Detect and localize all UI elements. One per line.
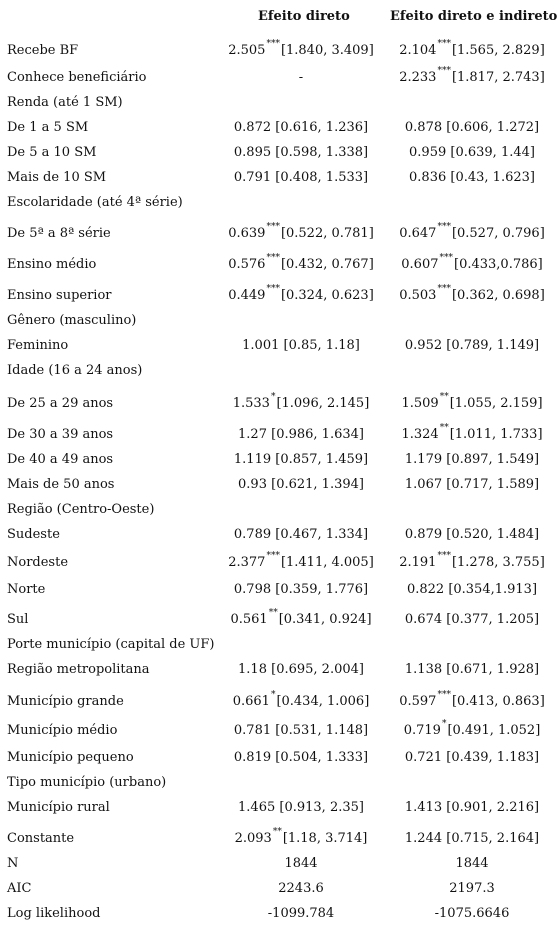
confidence-interval: [0.413, 0.863]: [451, 694, 545, 709]
table-row: [0, 139, 560, 164]
row-label: Sudeste: [7, 527, 60, 542]
direct-effect-cell: [213, 582, 389, 597]
row-label: Município rural: [7, 800, 110, 815]
estimate-value: 0.952: [404, 338, 443, 353]
estimate-value: 0.503: [399, 288, 437, 303]
direct-effect-cell: [213, 452, 389, 467]
row-label: De 5 a 10 SM: [7, 145, 97, 160]
row-label: Conhece beneficiário: [7, 70, 147, 85]
confidence-interval: [0.491, 1.052]: [447, 723, 541, 738]
table-body: [0, 32, 560, 925]
row-label: De 30 a 39 anos: [7, 427, 114, 442]
confidence-interval: [1.840, 3.409]: [280, 43, 374, 58]
table-row: [0, 245, 560, 276]
direct-indirect-effect-cell: [386, 800, 558, 815]
estimate-value: 1.465: [238, 800, 276, 815]
confidence-interval: [1.011, 1.733]: [449, 427, 543, 442]
confidence-interval: [0.621, 1.394]: [271, 477, 364, 492]
direct-effect-cell: [213, 800, 389, 815]
direct-effect-cell: [213, 551, 389, 570]
estimate-value: 0.791: [233, 170, 272, 185]
confidence-interval: [0.531, 1.148]: [275, 723, 369, 738]
significance-stars: *: [270, 392, 276, 402]
direct-indirect-effect-cell: [386, 582, 558, 597]
table-row: [0, 656, 560, 681]
direct-effect-cell: [213, 222, 389, 241]
estimate-value: -1099.784: [267, 906, 335, 921]
table-row: [0, 850, 560, 875]
row-label: N: [7, 856, 19, 871]
column-header-direct-effect: Efeito direto: [258, 9, 350, 24]
row-label: De 5ª a 8ª série: [7, 226, 111, 241]
row-label: Ensino médio: [7, 257, 97, 272]
confidence-interval: [0.439, 1.183]: [446, 750, 540, 765]
significance-stars: ***: [266, 253, 280, 263]
estimate-value: 2.377: [228, 555, 266, 570]
significance-stars: ***: [266, 222, 280, 232]
direct-indirect-effect-cell: [386, 392, 558, 411]
direct-indirect-effect-cell: [386, 120, 558, 135]
direct-effect-cell: [213, 120, 389, 135]
confidence-interval: [1.817, 2.743]: [451, 70, 545, 85]
confidence-interval: [0.639, 1.44]: [450, 145, 535, 160]
direct-effect-cell: [213, 427, 389, 442]
confidence-interval: [0.433,0.786]: [454, 257, 543, 272]
direct-effect-cell: [213, 906, 389, 921]
direct-effect-cell: [213, 39, 389, 58]
significance-stars: ***: [266, 551, 280, 561]
direct-effect-cell: [213, 284, 389, 303]
significance-stars: ***: [266, 284, 280, 294]
direct-effect-cell: [213, 690, 389, 709]
estimate-value: 1.413: [404, 800, 443, 815]
significance-stars: *: [441, 719, 447, 729]
estimate-value: 0.878: [404, 120, 443, 135]
column-header-direct-indirect-effect: Efeito direto e indireto: [390, 9, 558, 24]
significance-stars: **: [439, 392, 449, 402]
estimate-value: 1.138: [404, 662, 443, 677]
estimate-value: 1.244: [404, 831, 443, 846]
confidence-interval: [0.901, 2.216]: [446, 800, 540, 815]
row-label: De 40 a 49 anos: [7, 452, 114, 467]
significance-stars: *: [270, 690, 276, 700]
row-label: Renda (até 1 SM): [7, 95, 123, 110]
estimate-value: 2.505: [228, 43, 266, 58]
table-row: [0, 32, 560, 62]
estimate-value: 0.607: [401, 257, 439, 272]
direct-indirect-effect-cell: [386, 284, 558, 303]
estimate-value: 0.836: [409, 170, 447, 185]
estimate-value: 0.639: [228, 226, 266, 241]
estimate-value: 2243.6: [278, 881, 324, 896]
estimate-value: 2197.3: [449, 881, 495, 896]
estimate-value: 1.27: [238, 427, 267, 442]
table-row: [0, 496, 560, 521]
estimate-value: 0.895: [233, 145, 272, 160]
direct-effect-cell: [213, 662, 389, 677]
estimate-value: 0.576: [228, 257, 266, 272]
row-label: Feminino: [7, 338, 69, 353]
row-label: Gênero (masculino): [7, 313, 137, 328]
direct-effect-cell: [213, 70, 389, 85]
row-label: Município grande: [7, 694, 124, 709]
row-label: Nordeste: [7, 555, 69, 570]
direct-effect-cell: [213, 170, 389, 185]
row-label: Sul: [7, 612, 29, 627]
confidence-interval: [0.616, 1.236]: [275, 120, 369, 135]
row-label: Idade (16 a 24 anos): [7, 363, 143, 378]
confidence-interval: [0.377, 1.205]: [446, 612, 540, 627]
table-row: [0, 357, 560, 382]
confidence-interval: [0.341, 0.924]: [278, 612, 372, 627]
significance-stars: ***: [266, 39, 280, 49]
confidence-interval: [0.717, 1.589]: [446, 477, 540, 492]
row-label: Região metropolitana: [7, 662, 150, 677]
direct-indirect-effect-cell: [386, 423, 558, 442]
table-row: [0, 546, 560, 574]
significance-stars: ***: [437, 66, 451, 76]
row-label: Norte: [7, 582, 46, 597]
direct-effect-cell: [213, 881, 389, 896]
row-label: Recebe BF: [7, 43, 79, 58]
row-label: AIC: [7, 881, 32, 896]
direct-indirect-effect-cell: [386, 612, 558, 627]
estimate-value: 1.001: [242, 338, 280, 353]
direct-indirect-effect-cell: [386, 662, 558, 677]
table-row: [0, 794, 560, 819]
table-row: [0, 681, 560, 713]
table-row: [0, 307, 560, 332]
estimate-value: 0.781: [233, 723, 272, 738]
row-label: Município pequeno: [7, 750, 134, 765]
direct-indirect-effect-cell: [386, 222, 558, 241]
significance-stars: ***: [437, 551, 451, 561]
confidence-interval: [0.43, 1.623]: [450, 170, 535, 185]
table-row: [0, 332, 560, 357]
direct-indirect-effect-cell: [386, 145, 558, 160]
confidence-interval: [1.055, 2.159]: [449, 396, 543, 411]
table-row: [0, 900, 560, 925]
confidence-interval: [0.467, 1.334]: [275, 527, 369, 542]
confidence-interval: [0.520, 1.484]: [446, 527, 540, 542]
direct-effect-cell: [213, 527, 389, 542]
table-row: [0, 189, 560, 214]
confidence-interval: [0.857, 1.459]: [275, 452, 369, 467]
estimate-value: 0.819: [233, 750, 272, 765]
table-row: [0, 62, 560, 89]
estimate-value: 1844: [455, 856, 489, 871]
confidence-interval: [0.527, 0.796]: [451, 226, 545, 241]
estimate-value: -: [298, 70, 304, 85]
row-label: Log likelihood: [7, 906, 101, 921]
row-label: Mais de 50 anos: [7, 477, 115, 492]
confidence-interval: [1.411, 4.005]: [280, 555, 374, 570]
estimate-value: 0.561: [230, 612, 268, 627]
significance-stars: ***: [437, 222, 451, 232]
confidence-interval: [0.671, 1.928]: [446, 662, 540, 677]
estimate-value: 1.509: [401, 396, 439, 411]
confidence-interval: [0.715, 2.164]: [446, 831, 540, 846]
estimate-value: 2.093: [234, 831, 272, 846]
estimate-value: 1.324: [401, 427, 439, 442]
direct-indirect-effect-cell: [386, 253, 558, 272]
table-row: [0, 631, 560, 656]
estimate-value: 1.179: [404, 452, 443, 467]
direct-indirect-effect-cell: [386, 39, 558, 58]
estimate-value: 0.872: [233, 120, 272, 135]
confidence-interval: [0.986, 1.634]: [271, 427, 364, 442]
direct-effect-cell: [213, 477, 389, 492]
confidence-interval: [0.522, 0.781]: [280, 226, 374, 241]
direct-indirect-effect-cell: [386, 452, 558, 467]
estimate-value: 0.661: [232, 694, 270, 709]
estimate-value: 0.449: [228, 288, 266, 303]
estimate-value: 0.647: [399, 226, 437, 241]
table-row: [0, 601, 560, 631]
direct-indirect-effect-cell: [386, 856, 558, 871]
estimate-value: 0.597: [399, 694, 437, 709]
estimate-value: 0.822: [406, 582, 445, 597]
table-row: [0, 521, 560, 546]
row-label: Escolaridade (até 4ª série): [7, 195, 183, 210]
direct-effect-cell: [213, 723, 389, 738]
direct-indirect-effect-cell: [386, 527, 558, 542]
significance-stars: ***: [437, 284, 451, 294]
estimate-value: 0.674: [404, 612, 443, 627]
confidence-interval: [0.504, 1.333]: [275, 750, 369, 765]
estimate-value: 1.18: [238, 662, 267, 677]
confidence-interval: [0.432, 0.767]: [280, 257, 374, 272]
confidence-interval: [0.434, 1.006]: [276, 694, 370, 709]
direct-indirect-effect-cell: [386, 170, 558, 185]
table-row: [0, 819, 560, 850]
direct-indirect-effect-cell: [386, 477, 558, 492]
confidence-interval: [0.606, 1.272]: [446, 120, 540, 135]
confidence-interval: [0.598, 1.338]: [275, 145, 369, 160]
significance-stars: **: [272, 827, 282, 837]
direct-effect-cell: [213, 750, 389, 765]
estimate-value: -1075.6646: [434, 906, 510, 921]
table-row: [0, 276, 560, 307]
table-row: [0, 742, 560, 769]
estimate-value: 1.067: [404, 477, 443, 492]
confidence-interval: [0.324, 0.623]: [280, 288, 374, 303]
direct-effect-cell: [213, 856, 389, 871]
estimate-value: 0.721: [404, 750, 443, 765]
significance-stars: ***: [437, 690, 451, 700]
direct-indirect-effect-cell: [386, 831, 558, 846]
confidence-interval: [0.85, 1.18]: [283, 338, 360, 353]
row-label: De 1 a 5 SM: [7, 120, 89, 135]
direct-effect-cell: [213, 338, 389, 353]
direct-indirect-effect-cell: [386, 66, 558, 85]
estimate-value: 0.959: [409, 145, 447, 160]
table-row: [0, 471, 560, 496]
row-label: Porte município (capital de UF): [7, 637, 215, 652]
confidence-interval: [0.362, 0.698]: [451, 288, 545, 303]
significance-stars: ***: [437, 39, 451, 49]
confidence-interval: [0.408, 1.533]: [275, 170, 369, 185]
row-label: Constante: [7, 831, 75, 846]
table-row: [0, 769, 560, 794]
table-row: [0, 875, 560, 900]
row-label: Mais de 10 SM: [7, 170, 107, 185]
confidence-interval: [0.789, 1.149]: [446, 338, 540, 353]
direct-indirect-effect-cell: [386, 750, 558, 765]
table-row: [0, 114, 560, 139]
direct-effect-cell: [213, 608, 389, 627]
table-row: [0, 713, 560, 742]
table-row: [0, 164, 560, 189]
estimate-value: 1.119: [233, 452, 272, 467]
confidence-interval: [1.096, 2.145]: [276, 396, 370, 411]
confidence-interval: [0.354,1.913]: [448, 582, 538, 597]
significance-stars: **: [268, 608, 278, 618]
estimate-value: 1.533: [232, 396, 270, 411]
confidence-interval: [1.565, 2.829]: [451, 43, 545, 58]
confidence-interval: [0.695, 2.004]: [271, 662, 364, 677]
table-row: [0, 446, 560, 471]
confidence-interval: [1.278, 3.755]: [451, 555, 545, 570]
confidence-interval: [0.359, 1.776]: [275, 582, 369, 597]
direct-indirect-effect-cell: [386, 551, 558, 570]
row-label: Região (Centro-Oeste): [7, 502, 155, 517]
table-row: [0, 415, 560, 446]
direct-effect-cell: [213, 145, 389, 160]
estimate-value: 2.233: [399, 70, 437, 85]
estimate-value: 2.191: [399, 555, 437, 570]
estimate-value: 0.789: [233, 527, 272, 542]
table-row: [0, 89, 560, 114]
direct-indirect-effect-cell: [386, 719, 558, 738]
confidence-interval: [1.18, 3.714]: [282, 831, 368, 846]
table-row: [0, 574, 560, 601]
estimate-value: 1844: [284, 856, 318, 871]
direct-indirect-effect-cell: [386, 881, 558, 896]
table-header: [0, 6, 560, 32]
significance-stars: **: [439, 423, 449, 433]
estimate-value: 0.798: [233, 582, 272, 597]
row-label: Ensino superior: [7, 288, 112, 303]
direct-indirect-effect-cell: [386, 906, 558, 921]
significance-stars: ***: [439, 253, 453, 263]
direct-indirect-effect-cell: [386, 690, 558, 709]
table-row: [0, 214, 560, 245]
confidence-interval: [0.897, 1.549]: [446, 452, 540, 467]
confidence-interval: [0.913, 2.35]: [279, 800, 364, 815]
table-row: [0, 382, 560, 415]
direct-indirect-effect-cell: [386, 338, 558, 353]
estimate-value: 0.93: [238, 477, 267, 492]
direct-effect-cell: [213, 253, 389, 272]
estimate-value: 2.104: [399, 43, 437, 58]
row-label: Município médio: [7, 723, 118, 738]
estimate-value: 0.879: [404, 527, 443, 542]
row-label: Tipo município (urbano): [7, 775, 167, 790]
direct-effect-cell: [213, 392, 389, 411]
estimate-value: 0.719: [403, 723, 441, 738]
row-label: De 25 a 29 anos: [7, 396, 114, 411]
direct-effect-cell: [213, 827, 389, 846]
